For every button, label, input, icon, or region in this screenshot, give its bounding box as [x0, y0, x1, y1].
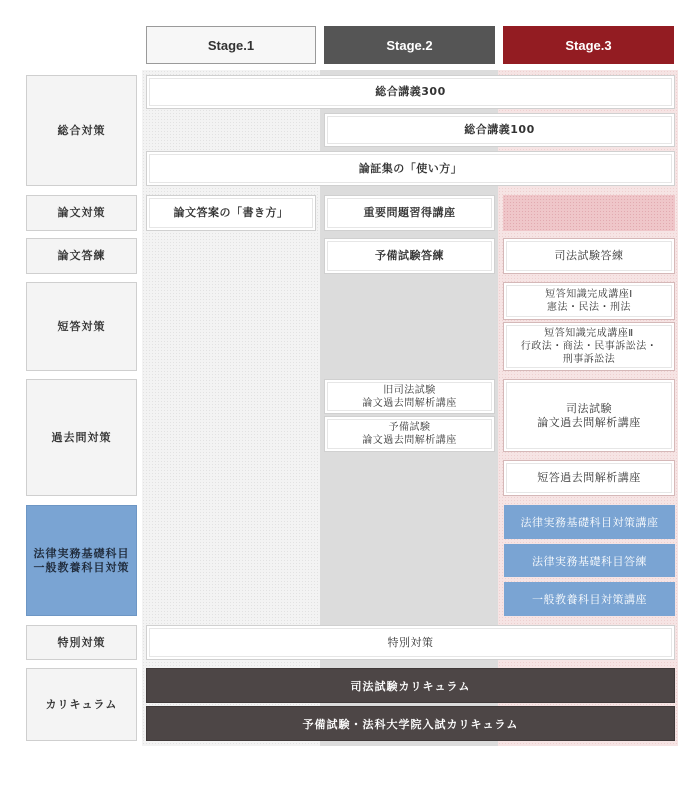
- stage3-ronbun-empty-cell: [503, 195, 675, 231]
- category-ronbun: 論文対策: [26, 195, 137, 231]
- course-ippan-kyoyo[interactable]: 一般教養科目対策講座: [504, 582, 675, 616]
- course-hoseki-kouza[interactable]: 法律実務基礎科目対策講座: [504, 505, 675, 539]
- curriculum-shiho[interactable]: 司法試験カリキュラム: [146, 668, 675, 703]
- course-tanto-kakomon[interactable]: 短答過去問解析講座: [503, 460, 675, 496]
- course-kyushiho-kakomon[interactable]: 旧司法試験 論文過去問解析講座: [324, 379, 495, 414]
- course-shiho-kakomon[interactable]: 司法試験 論文過去問解析講座: [503, 379, 675, 452]
- course-yobi-toren[interactable]: 予備試験答練: [324, 238, 495, 274]
- course-tanto-2[interactable]: 短答知識完成講座Ⅱ 行政法・商法・民事訴訟法・ 刑事訴訟法: [503, 322, 675, 371]
- course-tokubetsu[interactable]: 特別対策: [146, 625, 675, 660]
- course-ronsho-tsukaikata[interactable]: 論証集の「使い方」: [146, 151, 675, 186]
- course-sogo-300[interactable]: 総合講義300: [146, 75, 675, 109]
- category-tanto: 短答対策: [26, 282, 137, 371]
- course-tanto-1[interactable]: 短答知識完成講座Ⅰ 憲法・民法・刑法: [503, 282, 675, 320]
- stage-2-header: Stage.2: [324, 26, 495, 64]
- category-hoseki-ippan: 法律実務基礎科目 一般教養科目対策: [26, 505, 137, 616]
- course-shiho-toren[interactable]: 司法試験答練: [503, 238, 675, 274]
- category-kakomon: 過去問対策: [26, 379, 137, 496]
- course-ronbun-kakikata[interactable]: 論文答案の「書き方」: [146, 195, 316, 231]
- stage-1-header: Stage.1: [146, 26, 316, 64]
- course-sogo-100[interactable]: 総合講義100: [324, 113, 675, 147]
- course-yobi-kakomon[interactable]: 予備試験 論文過去問解析講座: [324, 416, 495, 452]
- category-ronbun-toren: 論文答練: [26, 238, 137, 274]
- stage-3-header: Stage.3: [503, 26, 674, 64]
- course-hoseki-toren[interactable]: 法律実務基礎科目答練: [504, 544, 675, 577]
- category-tokubetsu: 特別対策: [26, 625, 137, 660]
- course-juyo-mondai[interactable]: 重要問題習得講座: [324, 195, 495, 231]
- category-sogo: 総合対策: [26, 75, 137, 186]
- curriculum-yobi[interactable]: 予備試験・法科大学院入試カリキュラム: [146, 706, 675, 741]
- category-curriculum: カリキュラム: [26, 668, 137, 741]
